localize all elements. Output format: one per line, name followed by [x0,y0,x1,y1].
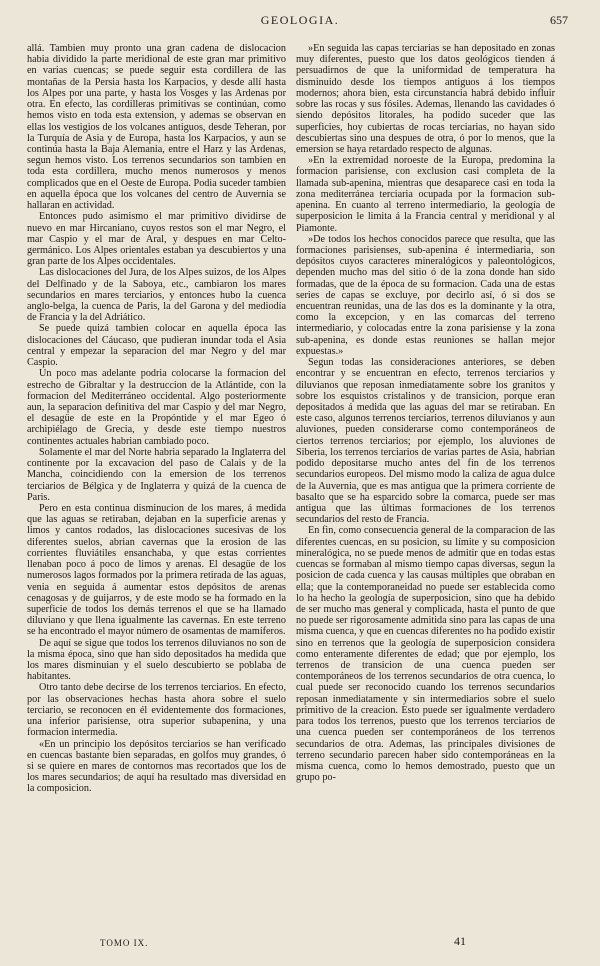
paragraph: De aquí se sigue que todos los terrenos diluvianos no son de la misma época, sino que han sido depositados ha medida que los mares disminuian y el suelo descubierto se poblaba de habitantes. [27,637,286,683]
paragraph: Solamente el mar del Norte habria separado la Inglaterra del continente por la excavacion del paso de Calais y de la Mancha, coincidiendo con la emersion de los terrenos terciarios de Bélgica y de Inglaterra y quizá de la cuenca de Paris. [27,446,286,503]
signature-mark: 41 [454,934,466,948]
paragraph: »En la extremidad noroeste de la Europa, predomina la formacion parisiense, con exclusion casi completa de la llamada sub-apenina, mientras que desaparece casi en toda la zona mediterránea terciaria ocupada por la formacion sub-apenina. En cuanto al terreno intermediario, la geología de superposicion le limita á la Francia central y meridional y al Piamonte. [296,155,555,234]
paragraph: Un poco mas adelante podria colocarse la formacion del estrecho de Gibraltar y la destruccion de la Atlántide, con la formacion del Mediterráneo occidental. Algo posteriormente aun, la separacion definitiva del mar Caspio y del mar Negro, el desagüe de este en la Propóntide y el mar Egeo ó archipiélago de Grecia, y desde este tiempo nuestros continentes actuales habrian cambiado poco. [27,368,286,447]
paragraph: Pero en esta continua disminucion de los mares, á medida que las aguas se retiraban, dejaban en la superficie arenas y limos y cantos rodados, las dislocaciones sucesivas de los diferentes suelos, abrian cavernas que la erosion de las corrientes fluviátiles ensanchaba, y que estas corrientes llenaban poco á poco de limos y arenas. El desagüe de los numerosos lagos formados por la primera retirada de las aguas, venia en seguida á aumentar estos depósitos de arenas cenagosas y de guijarros, y de este modo se ha formado en la superficie de todos los demás terrenos el que se ha llamado diluviano y que llena igualmente las cavernas. En este terreno se ha encontrado el mayor número de osamentas de mamíferos. [27,502,286,638]
paragraph: Se puede quizá tambien colocar en aquella época las dislocaciones del Cáucaso, que pudieran inundar toda el Asia central y empezar la separacion del mar Negro y del mar Caspio. [27,323,286,369]
paragraph: »De todos los hechos conocidos parece que resulta, que las formaciones parisienses, sub-apenina é intermediaria, son depósitos cuyos caracteres mineralógicos y paleontológicos, dependen mucho mas del sitio ó de la zona donde han sido formadas, que de la época de su formacion. Cada una de estas series de capas se excluye, por decirlo así, ó si dos se encuentran reunidas, una de las dos es la dominante y la otra, como la excepcion, y en las comarcas del terreno intermediario, y colocadas entre la zona parisiense y la zona sub-apenina, es donde estas reuniones se hallan mejor expuestas.» [296,233,555,357]
page-header [0,0,600,34]
right-column [296,43,555,783]
paragraph: «En un principio los depósitos terciarios se han verificado en cuencas bastante bien separadas, en golfos muy grandes, ó si se quiere en mares de contornos mas recortados que los de los mares secundarios; de aquí ha resultado mas diversidad en la composicion. [27,738,286,795]
paragraph: »En seguida las capas terciarias se han depositado en zonas muy diferentes, puesto que los datos geológicos tienden á persuadirnos de que la uniformidad de temperatura ha disminuido desde los tiempos antiguos á los tiempos modernos; ahora bien, esta circunstancia habrá debido influir sobre las rocas y sus fósiles. Ademas, llenando las cavidades ó siendo depósitos litorales, ha podido suceder que las superficies, hoy cubiertas de rocas terciarias, no hayan sido descubiertas sino una despues de otra, ó por lo menos, que la emersion se haya retardado respecto de algunas. [296,43,555,155]
volume-label: TOMO IX. [100,938,149,948]
paragraph: Las dislocaciones del Jura, de los Alpes suizos, de los Alpes del Delfinado y de la Saboya, etc., cambiaron los mares secundarios en mares terciarios, y entonces hubo la cuenca anglo-belga, la cuenca de Paris, la del Garona y del mediodía de Francia y la del Adriático. [27,267,286,324]
paragraph: Otro tanto debe decirse de los terrenos terciarios. En efecto, por las observaciones hechas hasta ahora sobre el suelo terciario, se reconocen en él evidentemente dos formaciones, una inferior parisiense, otra superior subapenina, y una formacion intermedia. [27,682,286,739]
paragraph: Entonces pudo asimismo el mar primitivo dividirse de nuevo en mar Hircaniano, cuyos restos son el mar Negro, el mar Caspio y el mar de Aral, y despues en mar Celto-germánico. Los Alpes orientales estaban ya descubiertos y una gran parte de los Alpes occidentales. [27,211,286,268]
page-number: 657 [550,13,568,27]
running-title: GEOLOGIA. [260,13,340,27]
left-column [27,43,286,795]
paragraph: allá. Tambien muy pronto una gran cadena de dislocacion habia dividido la parte meridional de este gran mar primitivo en varias cuencas; se puede seguir esta cordillera de las montañas de la Persia hasta los Karpacios, y desde allí hasta los Alpes por una parte, y hasta los Vosges y las Ardenas por otra. En efecto, las cordilleras primitivas se continúan, como hemos visto en toda esta extension, y ademas se observan en ellas los vestigios de los volcanes antiguos, desde Teheran, por la Turquía de Asia y de Europa, hasta los Karpacios, y aun se continúa hasta la Baja Alemania, entre el Harz y las Ardenas, segun hemos visto. Los terrenos secundarios son tambien en toda esta cordillera, mucho menos numerosos y menos complicados que en el Oeste de Europa. Podia suceder tambien en aquella época que los volcanes del centro de Auvernia se hallaran en actividad. [27,43,286,212]
paragraph: En fin, como consecuencia general de la comparacion de las diferentes cuencas, en su posicion, su límite y su composicion mineralógica, no se puede menos de admitir que en todas estas cuencas se formaban al mismo tiempo capas diversas, segun la posicion de cada cuenca y las causas múltiples que obraban en ella; que la contemporaneidad no puede ser establecida como lo ha hecho la geología de superposicion, sino que ha debido de ser mucho mas general y complicada, hasta el punto de que no puede ser rigorosamente admitida sino para las capas de una misma cuenca, y que en cuencas diferentes no ha podido existir sino en terrenos que la geología de superposicion considera como enteramente diferentes de edad; que por ejemplo, los terrenos de transicion de una cuenca pueden ser contemporáneos de los terrenos secundarios de otra cuenca, lo cual puede ser reconocido cuando los terrenos secundarios reposan inmediatamente y sin intermediarios sobre el suelo primitivo de la creacion. Esto puede ser igualmente verdadero para todos los terrenos, puesto que los terrenos terciarios de una cuenca pueden ser contemporáneos de los terrenos secundarios de otra. Ademas, las principales divisiones de terreno secundario parecen haber sido contemporáneas en la misma cuenca, como lo hemos demostrado, puesto que un grupo po- [296,525,555,784]
paragraph: Segun todas las consideraciones anteriores, se deben encontrar y se encuentran en efecto, terrenos terciarios y diluvianos que reposan inmediatamente sobre los granitos y sobre los esquistos cristalinos y de transicion, porque eran depositados á medida que las aguas del mar se retiraban. En este caso, algunos terrenos terciarios, terrenos diluvianos y aun aluviones, pueden considerarse como contemporáneos de ciertos terrenos terciarios; por ejemplo, los aluviones de Siberia, los terrenos terciarios de varias partes de Asia, habrian podido depositarse mucho antes del fin de los terrenos secundarios europeos. Del mismo modo la caliza de agua dulce de la Auvernia, que es mas antigua que la primera corriente de basalto que se ha esparcido sobre la comarca, puede ser mas antigua que las últimas formaciones de los terrenos secundarios del resto de Francia. [296,357,555,526]
